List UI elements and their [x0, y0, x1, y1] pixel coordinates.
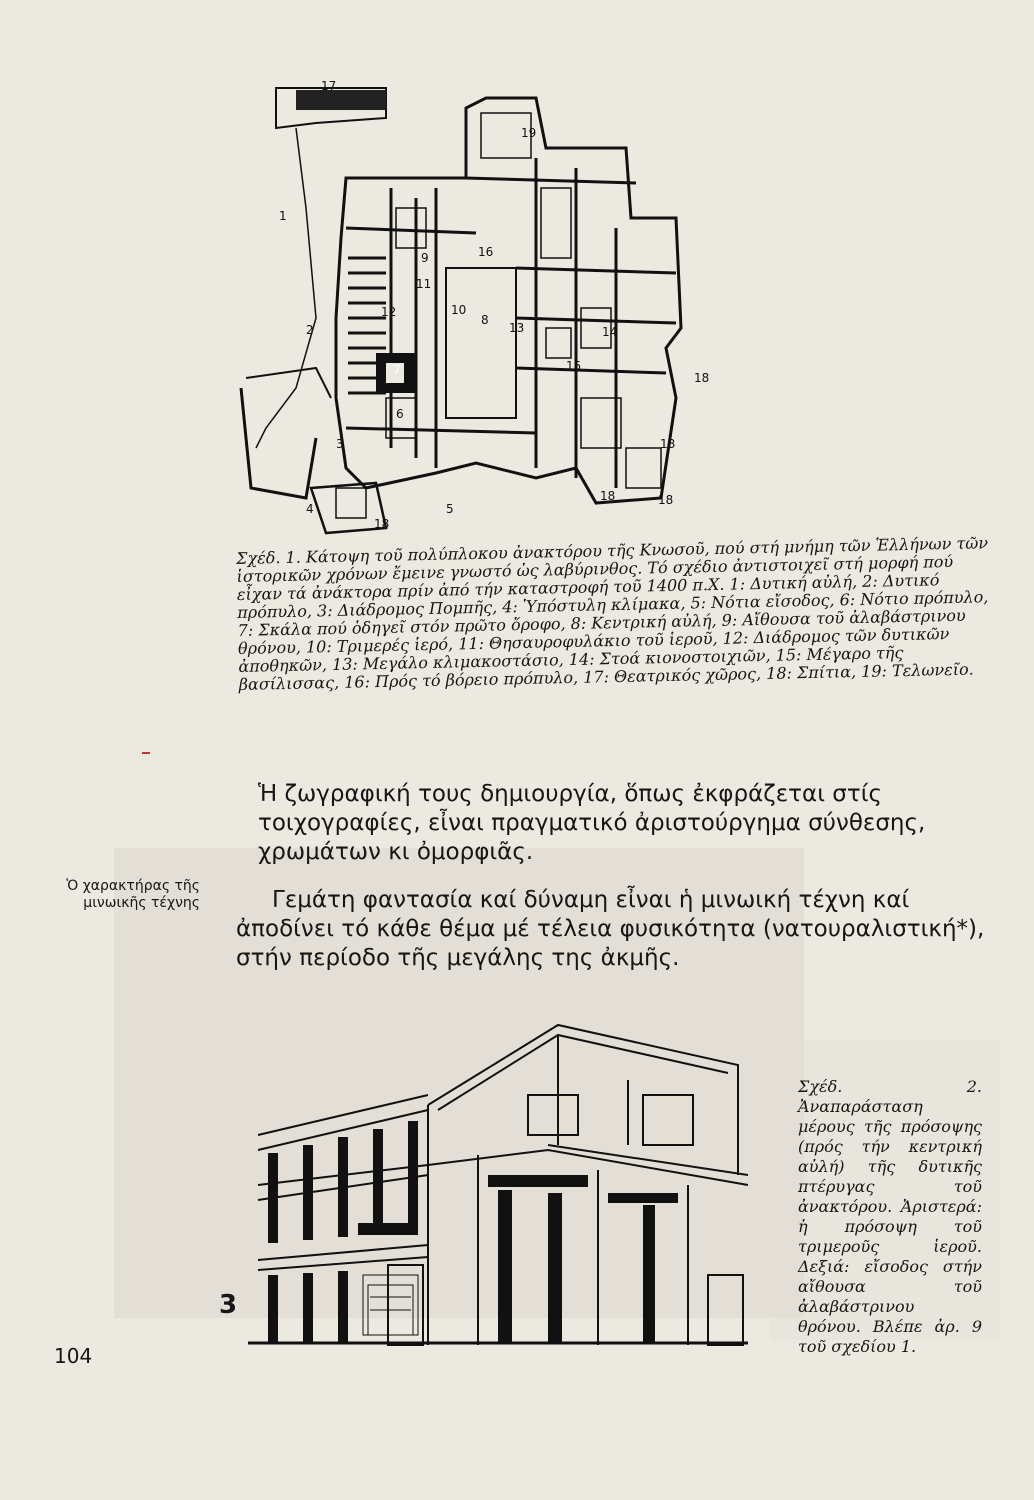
plan-label-15: 15 [566, 359, 582, 373]
paragraph-minoan-art [236, 886, 998, 973]
knossos-plan-figure [236, 68, 710, 538]
paragraph-painting: Ἡ ζωγραφική τους δημιουργία, ὅπως ἐκφράζεται στίς τοιχογραφίες, εἶναι πραγματικό ἀριστούργημα σύνθεσης, χρωμάτων κι ὀμορφιᾶς. [258, 781, 926, 865]
plan-label-2: 2 [306, 323, 314, 337]
plan-label-4: 4 [306, 502, 314, 516]
palace-facade-figure [248, 1025, 768, 1345]
section-mark: 3 [219, 1290, 238, 1320]
knossos-plan-drawing [236, 68, 710, 538]
paragraph-minoan-art-text: Γεμάτη φαντασία καί δύναμη εἶναι ἡ μινωική τέχνη καί ἀποδίνει τό κάθε θέμα μέ τέλεια φυσικότητα (νατουραλιστική*), στήν περίοδο τῆς μεγάλης της ἀκμῆς. [236, 887, 985, 971]
plan-label-7: 7 [393, 363, 401, 377]
plan-label-19: 19 [521, 126, 537, 140]
figure2-caption: Σχέδ. 2. Ἀναπαράσταση μέρους τῆς πρόσοψης (πρός τήν κεντρική αὐλή) τῆς δυτικῆς πτέρυγας τοῦ ἀνακτόρου. Ἀριστερά: ἡ πρόσοψη τοῦ τριμεροῦς ἱεροῦ. Δεξιά: εἴσοδος στήν αἴθουσα τοῦ ἀλαβάστρινου θρόνου. Βλέπε ἀρ. 9 τοῦ σχεδίου 1. [798, 1077, 982, 1356]
plan-label-17: 17 [321, 79, 337, 93]
plan-label-13: 13 [509, 321, 525, 335]
plan-label-8: 8 [481, 313, 489, 327]
plan-label-6: 6 [396, 407, 404, 421]
plan-label-18c: 18 [600, 489, 616, 503]
red-mark [142, 752, 150, 754]
page-number: 104 [54, 1344, 93, 1368]
plan-label-9: 9 [421, 251, 429, 265]
plan-label-18a: 18 [694, 371, 710, 385]
palace-facade-drawing [248, 1025, 768, 1345]
plan-label-18e: 18 [374, 517, 390, 531]
plan-label-16: 16 [478, 245, 494, 259]
figure1-caption: Σχέδ. 1. Κάτοψη τοῦ πολύπλοκου ἀνακτόρου τῆς Κνωσοῦ, πού στή μνήμη τῶν Ἑλλήνων τῶν ἱστορικῶν χρόνων ἔμεινε γνωστό ὡς λαβύρινθος. Τό σχέδιο ἀντιστοιχεῖ στή μορφή πού εἶχαν τά ἀνάκτορα πρίν ἀπό τήν καταστροφή τοῦ 1400 π.Χ. 1: Δυτική αὐλή, 2: Δυτικό πρόπυλο, 3: Διάδρομος Πομπῆς, 4: Ὑπόστυλη κλίμακα, 5: Νότια εἴσοδος, 6: Νότιο πρόπυλο, 7: Σκάλα πού ὁδηγεῖ στόν πρῶτο ὄροφο, 8: Κεντρική αὐλή, 9: Αἴθουσα τοῦ ἀλαβάστρινου θρόνου, 10: Τριμερές ἱερό, 11: Θησαυροφυλάκιο τοῦ ἱεροῦ, 12: Διάδρομος τῶν δυτικῶν ἀποθηκῶν, 13: Μεγάλο κλιμακοστάσιο, 14: Στοά κιονοστοιχιῶν, 15: Μέγαρο τῆς βασίλισσας, 16: Πρός τό βόρειο πρόπυλο, 17: Θεατρικός χῶρος, 18: Σπίτια, 19: Τελωνεῖο. [235, 533, 989, 694]
plan-label-11: 11 [416, 277, 432, 291]
margin-note: Ὁ χαρακτήρας τῆς μινωικῆς τέχνης [66, 878, 200, 911]
plan-label-12: 12 [381, 305, 397, 319]
plan-label-14: 14 [602, 325, 618, 339]
plan-label-18d: 18 [658, 493, 674, 507]
plan-label-1: 1 [279, 209, 287, 223]
plan-label-5: 5 [446, 502, 454, 516]
plan-label-3: 3 [336, 437, 344, 451]
plan-label-18b: 18 [660, 437, 676, 451]
plan-label-10: 10 [451, 303, 467, 317]
